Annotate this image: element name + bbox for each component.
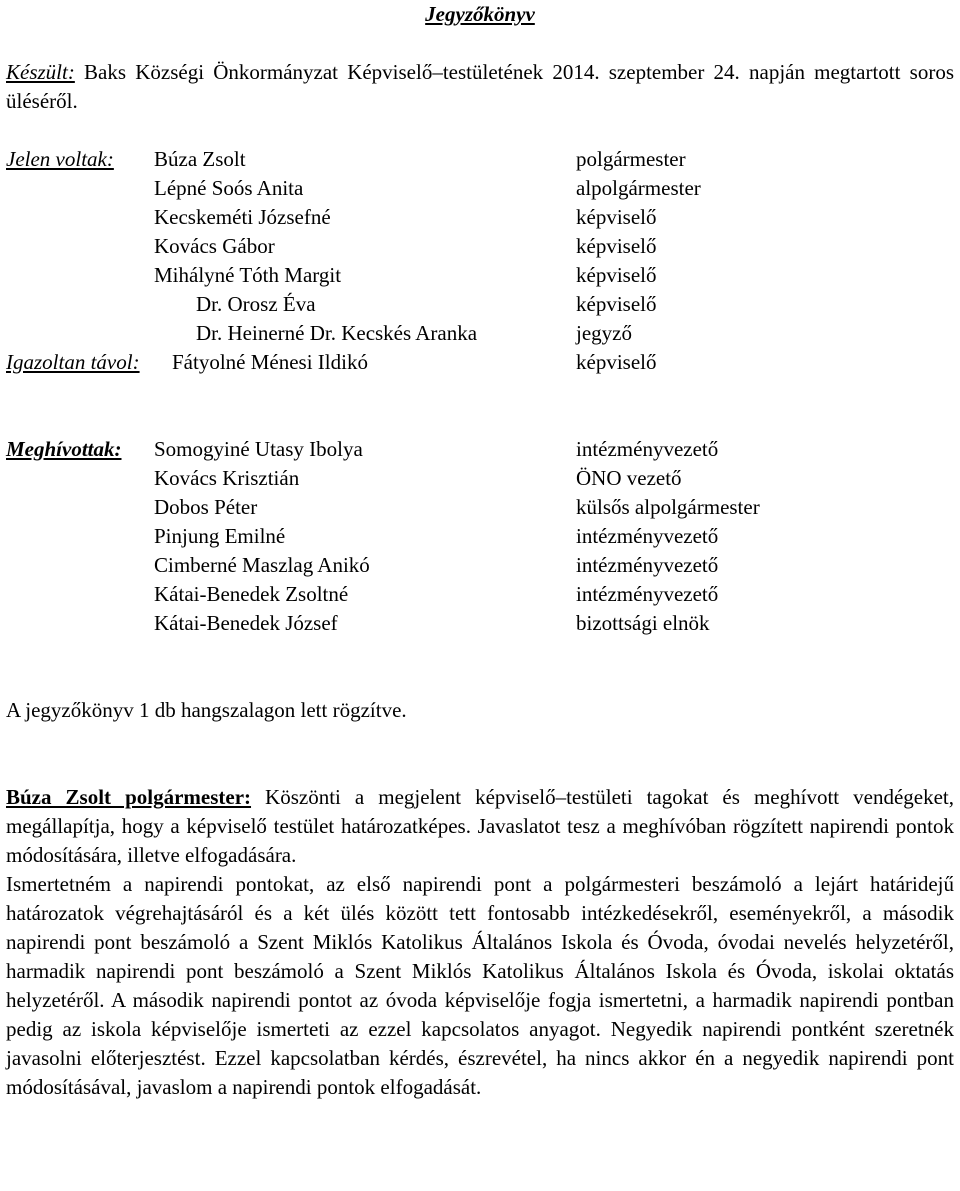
absent-name: Fátyolné Ménesi Ildikó xyxy=(172,350,368,374)
document xyxy=(6,0,954,1102)
invitee-name: Somogyiné Utasy Ibolya xyxy=(154,437,363,461)
invitee-role: intézményvezető xyxy=(576,524,719,548)
attendee-name: Kovács Gábor xyxy=(154,234,275,258)
attendee-name: Mihályné Tóth Margit xyxy=(154,263,342,287)
speech-paragraph xyxy=(6,783,954,870)
attendee-name: Búza Zsolt xyxy=(154,147,246,171)
spacer xyxy=(6,377,954,406)
spacer xyxy=(6,638,954,667)
attendee-role: képviselő xyxy=(576,292,657,316)
attendee-role: képviselő xyxy=(576,205,657,229)
attendee-row xyxy=(6,232,954,261)
invitee-role: intézményvezető xyxy=(576,553,719,577)
absent-role: képviselő xyxy=(576,350,657,374)
recording-note: A jegyzőkönyv 1 db hangszalagon lett rögzítve. xyxy=(6,698,407,722)
invitee-role: intézményvezető xyxy=(576,437,719,461)
attendee-row xyxy=(6,145,954,174)
attendee-row xyxy=(6,319,954,348)
agenda-paragraph: Ismertetném a napirendi pontokat, az első napirendi pont a polgármesteri beszámoló a lejárt határidejű határozatok végrehajtásáról és a két ülés között tett fontosabb intézkedésekről, eseményekről, a második napirendi pont beszámoló a Szent Miklós Katolikus Általános Iskola és Óvoda, óvodai nevelés helyzetéről, harmadik napirendi pont beszámoló a Szent Miklós Katolikus Általános Iskola és Óvoda, iskolai oktatás helyzetéről. A második napirendi pontot az óvoda képviselője fogja ismertetni, a harmadik napirendi pontban pedig az iskola képviselője ismerteti az ezzel kapcsolatos anyagot. Negyedik napirendi pontként szeretnék javasolni előterjesztést. Ezzel kapcsolatban kérdés, észrevétel, ha nincs akkor én a negyedik napirendi pont módosításával, javaslom a napirendi pontok elfogadását. xyxy=(6,872,954,1099)
attendee-role: alpolgármester xyxy=(576,176,701,200)
attendee-role: polgármester xyxy=(576,147,686,171)
invitee-name: Kátai-Benedek József xyxy=(154,611,338,635)
attendee-row xyxy=(6,290,954,319)
spacer xyxy=(6,29,954,58)
attendees-block xyxy=(6,145,954,377)
speech-text: Köszönti a megjelent képviselő–testületi tagokat és meghívott vendégeket, megállapítja, hogy a képviselő testület határozatképes. Javaslatot tesz a meghívóban rögzített napirendi pontok módosítására, illetve elfogadására. xyxy=(6,785,955,867)
attendee-role: képviselő xyxy=(576,234,657,258)
spacer xyxy=(6,725,954,754)
invitee-role: intézményvezető xyxy=(576,582,719,606)
attendee-name: Lépné Soós Anita xyxy=(154,176,304,200)
invitee-name: Dobos Péter xyxy=(154,495,258,519)
attendee-row xyxy=(6,261,954,290)
invitee-name: Pinjung Emilné xyxy=(154,524,286,548)
attendee-row xyxy=(6,203,954,232)
invitee-row xyxy=(6,464,954,493)
absent-row xyxy=(6,348,954,377)
attendee-role: jegyző xyxy=(576,321,632,345)
spacer xyxy=(6,116,954,145)
invitee-row xyxy=(6,609,954,638)
invitee-role: külsős alpolgármester xyxy=(576,495,760,519)
invitee-name: Cimberné Maszlag Anikó xyxy=(154,553,370,577)
invitee-role: bizottsági elnök xyxy=(576,611,710,635)
attendee-name: Kecskeméti Józsefné xyxy=(154,205,331,229)
invitee-row xyxy=(6,551,954,580)
document-title: Jegyzőkönyv xyxy=(425,2,535,26)
invitee-row xyxy=(6,493,954,522)
attendee-row xyxy=(6,174,954,203)
invitee-row xyxy=(6,580,954,609)
igazoltan-label: Igazoltan távol: xyxy=(6,350,140,374)
invitee-name: Kátai-Benedek Zsoltné xyxy=(154,582,349,606)
invitees-block xyxy=(6,435,954,638)
speaker-label: Búza Zsolt polgármester: xyxy=(6,785,252,809)
keszult-label: Készült: xyxy=(6,60,75,84)
attendee-role: képviselő xyxy=(576,263,657,287)
meghivottak-label: Meghívottak: xyxy=(6,437,122,461)
attendee-name: Dr. Orosz Éva xyxy=(196,292,316,316)
invitee-name: Kovács Krisztián xyxy=(154,466,300,490)
spacer xyxy=(6,754,954,783)
spacer xyxy=(6,667,954,696)
invitee-role: ÖNO vezető xyxy=(576,466,682,490)
invitee-row xyxy=(6,435,954,464)
invitee-row xyxy=(6,522,954,551)
spacer xyxy=(6,406,954,435)
jelen-label: Jelen voltak: xyxy=(6,147,114,171)
attendee-name: Dr. Heinerné Dr. Kecskés Aranka xyxy=(196,321,478,345)
keszult-text: Baks Községi Önkormányzat Képviselő–testületének 2014. szeptember 24. napján megtartott soros üléséről. xyxy=(6,60,954,113)
keszult-paragraph xyxy=(6,58,954,116)
